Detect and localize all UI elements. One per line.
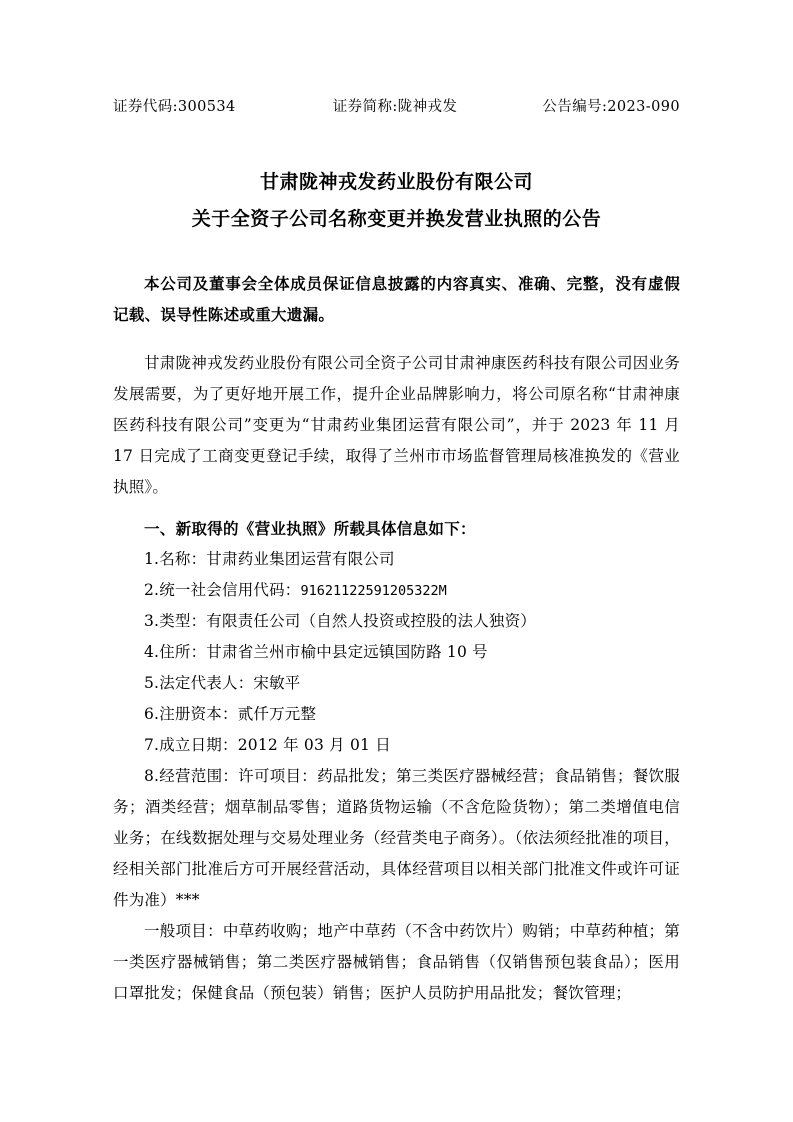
page-subtitle: 关于全资子公司名称变更并换发营业执照的公告 <box>191 208 602 231</box>
list-item <box>113 668 680 699</box>
list-item <box>113 544 680 575</box>
announcement-number: 公告编号:2023-090 <box>542 99 680 115</box>
list-item <box>113 637 680 668</box>
security-code: 证券代码:300534 <box>113 99 236 115</box>
body-paragraph-1: 甘肃陇神戎发药业股份有限公司全资子公司甘肃神康医药科技有限公司因业务发展需要，为了更好地开展工作，提升企业品牌影响力，将公司原名称“甘肃神康医药科技有限公司”变更为“甘肃药业集团运营有限公司”，并于 2023 年 11 月 17 日完成了工商变更登记手续，取得了兰州市市场监督管理局核准换发的《营业执照》。 <box>113 354 680 497</box>
list-item <box>113 575 680 606</box>
list-item <box>113 730 680 761</box>
item-label: 5.法定代表人： <box>144 674 254 693</box>
item-value: 2012 年 03 月 01 日 <box>237 736 391 755</box>
item-value: 甘肃省兰州市榆中县定远镇国防路 10 号 <box>206 643 488 662</box>
item-label: 6.注册资本： <box>144 705 238 724</box>
item-label: 1.名称： <box>144 550 207 569</box>
section-heading-1: 一、新取得的《营业执照》所载具体信息如下： <box>144 519 476 539</box>
page-title: 甘肃陇神戎发药业股份有限公司 <box>259 171 533 193</box>
business-scope-item: 8.经营范围：许可项目：药品批发；第三类医疗器械经营；食品销售；餐饮服务；酒类经营；烟草制品零售；道路货物运输（不含危险货物）；第二类增值电信业务；在线数据处理与交易处理业务（经营类电子商务）。（依法须经批准的项目，经相关部门批准后方可开展经营活动，具体经营项目以相关部门批准文件或许可证件为准）*** <box>113 767 680 910</box>
document-header <box>113 95 680 116</box>
item-value: 甘肃药业集团运营有限公司 <box>206 550 395 569</box>
item-value: 贰仟万元整 <box>237 705 317 724</box>
list-item <box>113 606 680 637</box>
general-scope-item: 一般项目：中草药收购；地产中草药（不含中药饮片）购销；中草药种植；第一类医疗器械销售；第二类医疗器械销售；食品销售（仅销售预包装食品）；医用口罩批发；保健食品（预包装）销售；医护人员防护用品批发；餐饮管理； <box>113 922 680 1003</box>
item-value: 有限责任公司（自然人投资或控股的法人独资） <box>206 612 536 631</box>
item-label: 7.成立日期： <box>144 736 238 755</box>
item-label: 4.住所： <box>144 643 207 662</box>
list-item <box>113 699 680 730</box>
security-name: 证券简称:陇神戎发 <box>332 99 458 115</box>
item-value: 宋敏平 <box>253 674 301 693</box>
item-label: 2.统一社会信用代码： <box>144 581 301 600</box>
declaration-statement: 本公司及董事会全体成员保证信息披露的内容真实、准确、完整，没有虚假记载、误导性陈述或重大遗漏。 <box>113 274 680 325</box>
item-label: 3.类型： <box>144 612 207 631</box>
item-value: 91621122591205322M <box>300 583 447 600</box>
